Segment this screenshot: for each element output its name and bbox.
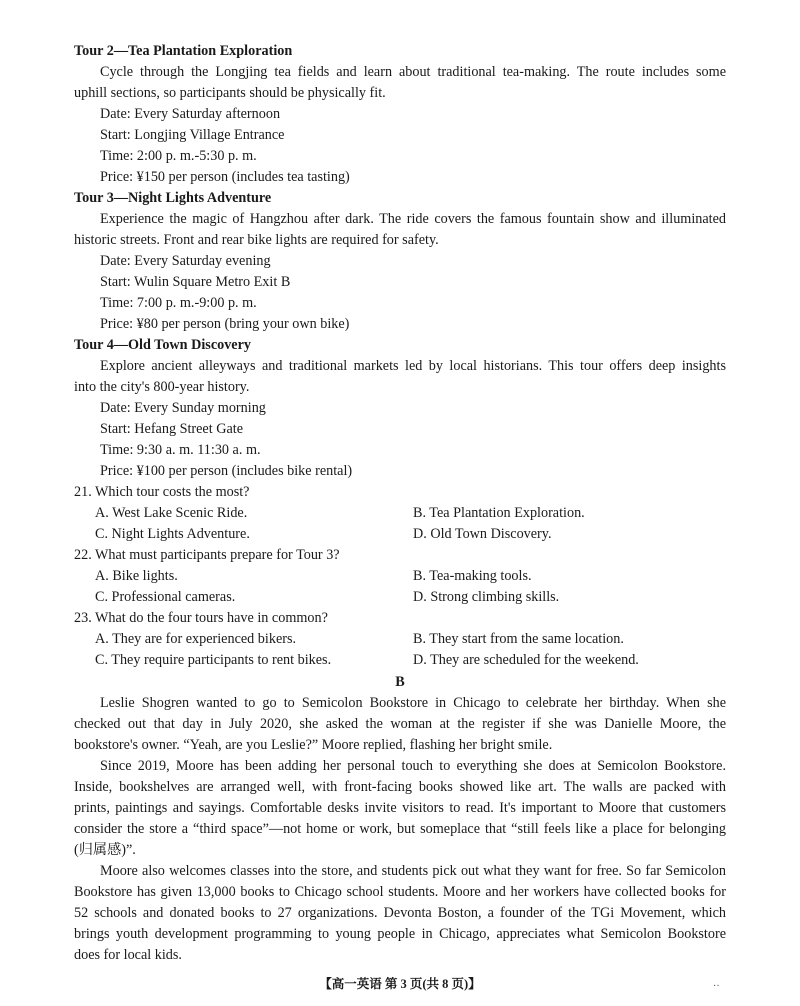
passage-line: 52 schools and donated books to 27 organizations. Devonta Boston, a founder of the TGi Movement, which xyxy=(74,905,726,921)
tour3-start: Start: Wulin Square Metro Exit B xyxy=(100,274,291,290)
passage-line: prints, paintings and sayings. Comfortable desks invite visitors to read. It's important to Moore that customers xyxy=(74,800,726,816)
passage-line: consider the store a “third space”—not home or work, but someplace that “still feels like a place for belonging xyxy=(74,821,726,837)
passage-line: (归属感)”. xyxy=(74,842,136,858)
tour2-start: Start: Longjing Village Entrance xyxy=(100,127,285,143)
tour4-date: Date: Every Sunday morning xyxy=(100,400,266,416)
passage-line: Moore also welcomes classes into the store, and students pick out what they want for free. So far Semicolon xyxy=(100,863,726,879)
tour2-time: Time: 2:00 p. m.-5:30 p. m. xyxy=(100,148,257,164)
passage-line: does for local kids. xyxy=(74,947,182,963)
answer-option: C. Professional cameras. xyxy=(95,589,236,605)
answer-option: A. West Lake Scenic Ride. xyxy=(95,505,248,521)
tour3-price: Price: ¥80 per person (bring your own bike) xyxy=(100,316,350,332)
passage-line: bookstore's owner. “Yeah, are you Leslie?” Moore replied, flashing her bright smile. xyxy=(74,737,553,753)
passage-line: checked out that day in July 2020, she asked the woman at the register if she was Danielle Moore, the xyxy=(74,716,726,732)
page-footer: 【高一英语 第 3 页(共 8 页)】 xyxy=(319,977,481,991)
section-label: B xyxy=(395,674,405,690)
answer-option: D. They are scheduled for the weekend. xyxy=(413,652,639,668)
passage-line: brings youth development programming to young people in Chicago, appreciates what Semicolon Bookstore xyxy=(74,926,726,942)
tour4-desc-line: into the city's 800-year history. xyxy=(74,379,250,395)
tour2-desc-line: Cycle through the Longjing tea fields and learn about traditional tea-making. The route includes some xyxy=(100,64,726,80)
tour4-price: Price: ¥100 per person (includes bike rental) xyxy=(100,463,353,479)
corner-mark: ·· xyxy=(713,981,720,992)
answer-option: D. Old Town Discovery. xyxy=(413,526,552,542)
answer-option: B. Tea-making tools. xyxy=(413,568,532,584)
question-stem: 21. Which tour costs the most? xyxy=(74,484,250,500)
passage-line: Since 2019, Moore has been adding her personal touch to everything she does at Semicolon Bookstore. xyxy=(100,758,726,774)
tour2-heading: Tour 2—Tea Plantation Exploration xyxy=(74,43,293,59)
tour4-desc-line: Explore ancient alleyways and traditional markets led by local historians. This tour offers deep insights xyxy=(100,358,726,374)
tour4-time: Time: 9:30 a. m. 11:30 a. m. xyxy=(100,442,261,458)
tour2-desc-line: uphill sections, so participants should be physically fit. xyxy=(74,85,386,101)
passage-line: Leslie Shogren wanted to go to Semicolon Bookstore in Chicago to celebrate her birthday. When she xyxy=(100,695,726,711)
question-stem: 23. What do the four tours have in common? xyxy=(74,610,328,626)
answer-option: B. Tea Plantation Exploration. xyxy=(413,505,585,521)
passage-line: Bookstore has given 13,000 books to Chicago school students. Moore and her workers have collected books for xyxy=(74,884,726,900)
tour4-heading: Tour 4—Old Town Discovery xyxy=(74,337,251,353)
answer-option: D. Strong climbing skills. xyxy=(413,589,560,605)
tour2-date: Date: Every Saturday afternoon xyxy=(100,106,281,122)
tour3-heading: Tour 3—Night Lights Adventure xyxy=(74,190,272,206)
tour3-time: Time: 7:00 p. m.-9:00 p. m. xyxy=(100,295,257,311)
answer-option: B. They start from the same location. xyxy=(413,631,624,647)
passage-line: Inside, bookshelves are arranged well, with front-facing books showed like art. The walls are packed with xyxy=(74,779,726,795)
answer-option: C. Night Lights Adventure. xyxy=(95,526,250,542)
tour4-start: Start: Hefang Street Gate xyxy=(100,421,244,437)
tour3-desc-line: Experience the magic of Hangzhou after dark. The ride covers the famous fountain show and illuminated xyxy=(100,211,726,227)
tour2-price: Price: ¥150 per person (includes tea tasting) xyxy=(100,169,350,185)
answer-option: A. Bike lights. xyxy=(95,568,178,584)
answer-option: A. They are for experienced bikers. xyxy=(95,631,297,647)
tour3-desc-line: historic streets. Front and rear bike lights are required for safety. xyxy=(74,232,439,248)
answer-option: C. They require participants to rent bikes. xyxy=(95,652,332,668)
question-stem: 22. What must participants prepare for Tour 3? xyxy=(74,547,340,563)
tour3-date: Date: Every Saturday evening xyxy=(100,253,271,269)
